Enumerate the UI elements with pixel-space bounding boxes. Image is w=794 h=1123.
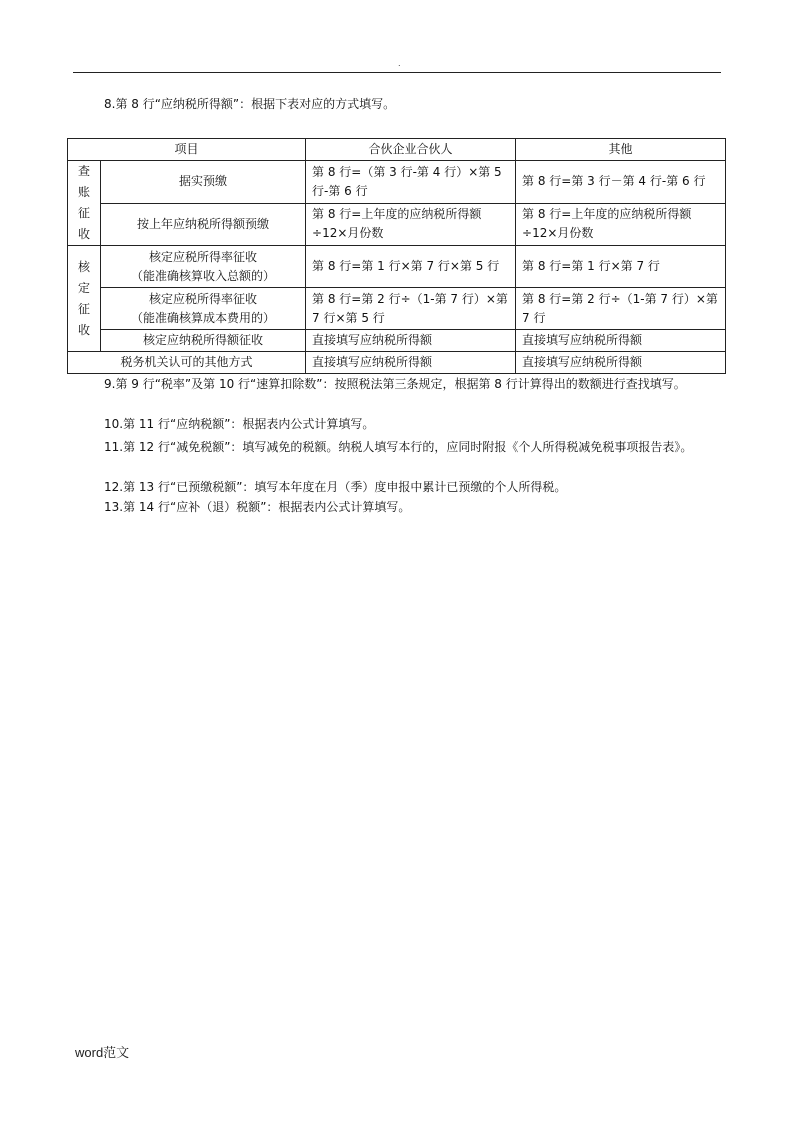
group-deemed-char: 核: [77, 259, 90, 274]
row-item: [101, 288, 306, 330]
row-partner: 第 8 行=（第 3 行-第 4 行）×第 5 行-第 6 行: [306, 161, 516, 204]
group-deemed-char: 征: [77, 301, 90, 316]
table-row: [68, 330, 726, 352]
item-13: 13.第 14 行“应补（退）税额”：根据表内公式计算填写。: [104, 500, 411, 514]
row-item: 税务机关认可的其他方式: [68, 352, 306, 374]
table-row: [68, 161, 726, 204]
group-deemed-collection: [68, 246, 101, 352]
item-10: 10.第 11 行“应纳税额”：根据表内公式计算填写。: [104, 417, 375, 431]
header-mark: .: [398, 59, 401, 68]
item-11: 11.第 12 行“减免税额”：填写减免的税额。纳税人填写本行的，应同时附报《个人所得税减免税事项报告表》。: [104, 440, 693, 454]
row-partner: 直接填写应纳税所得额: [306, 330, 516, 352]
group-deemed-char: 收: [77, 322, 90, 337]
row-item: 据实预缴: [101, 161, 306, 204]
group-audit-char: 收: [77, 227, 90, 241]
line8-method-table: [67, 138, 726, 374]
item-12: 12.第 13 行“已预缴税额”：填写本年度在月（季）度申报中累计已预缴的个人所得税。: [104, 480, 567, 494]
item-8-intro: 8.第 8 行“应纳税所得额”：根据下表对应的方式填写。: [104, 97, 396, 111]
row-other: 直接填写应纳税所得额: [516, 352, 726, 374]
group-deemed-char: 定: [77, 280, 90, 295]
row-partner: 第 8 行=上年度的应纳税所得额÷12×月份数: [306, 203, 516, 246]
group-audit-char: 账: [77, 185, 90, 199]
header-partner: 合伙企业合伙人: [306, 139, 516, 161]
table-row: [68, 352, 726, 374]
group-audit-collection: [68, 161, 101, 246]
row-item-line1: 核定应税所得率征收: [149, 291, 258, 306]
row-item: [101, 246, 306, 288]
row-other: 第 8 行=第 1 行×第 7 行: [516, 246, 726, 288]
table-header-row: [68, 139, 726, 161]
header-item: 项目: [68, 139, 306, 161]
table-row: [68, 203, 726, 246]
row-item: 核定应纳税所得额征收: [101, 330, 306, 352]
row-item-line2: （能准确核算收入总额的）: [131, 268, 276, 283]
header-other: 其他: [516, 139, 726, 161]
row-partner: 直接填写应纳税所得额: [306, 352, 516, 374]
row-item-line2: （能准确核算成本费用的）: [131, 310, 276, 325]
header-rule: [73, 72, 721, 73]
row-other: 第 8 行=第 3 行－第 4 行-第 6 行: [516, 161, 726, 204]
row-other: 直接填写应纳税所得额: [516, 330, 726, 352]
row-item-line1: 核定应税所得率征收: [149, 249, 258, 264]
table-row: [68, 246, 726, 288]
table-row: [68, 288, 726, 330]
row-partner: 第 8 行=第 2 行÷（1-第 7 行）×第 7 行×第 5 行: [306, 288, 516, 330]
row-partner: 第 8 行=第 1 行×第 7 行×第 5 行: [306, 246, 516, 288]
group-audit-char: 征: [77, 206, 90, 220]
row-other: 第 8 行=上年度的应纳税所得额÷12×月份数: [516, 203, 726, 246]
footer-label: word范文: [75, 1045, 130, 1060]
row-other: 第 8 行=第 2 行÷（1-第 7 行）×第 7 行: [516, 288, 726, 330]
group-audit-char: 查: [77, 164, 90, 178]
item-9: 9.第 9 行“税率”及第 10 行“速算扣除数”：按照税法第三条规定，根据第 8 行计算得出的数额进行查找填写。: [104, 377, 686, 391]
row-item: 按上年应纳税所得额预缴: [101, 203, 306, 246]
